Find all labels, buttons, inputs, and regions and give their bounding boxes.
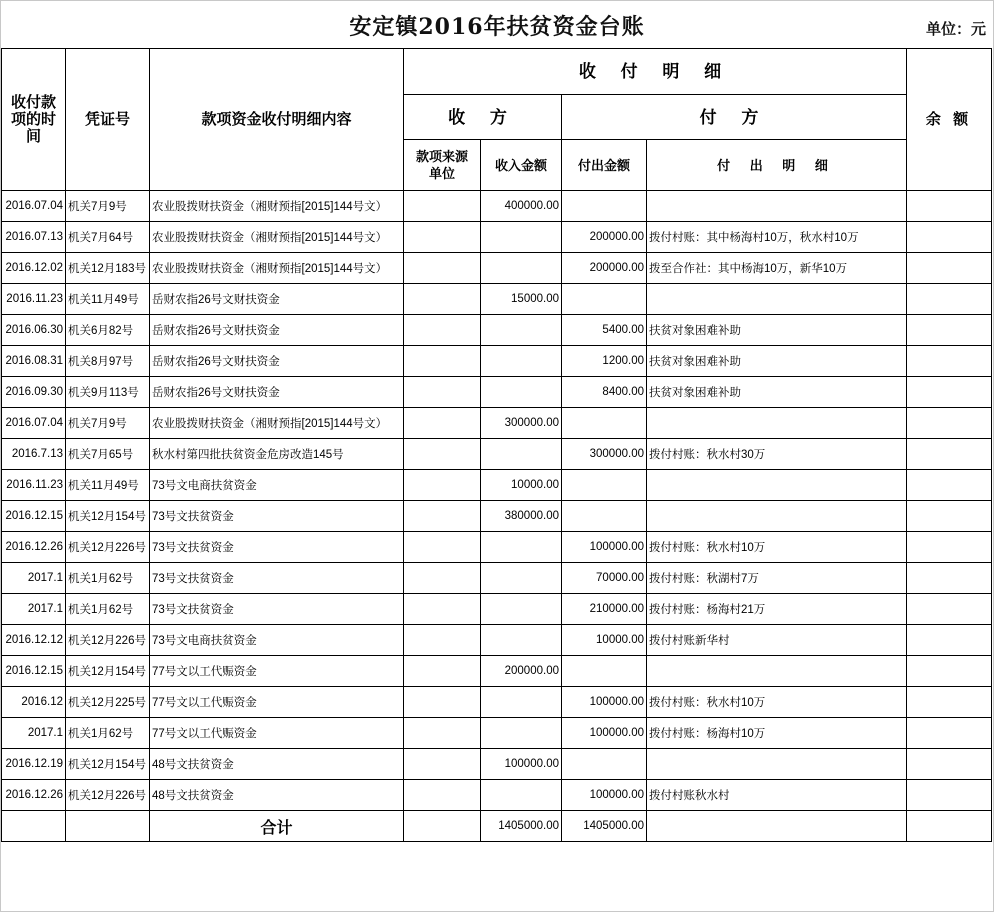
cell-source[interactable] xyxy=(404,501,481,532)
cell-detail[interactable]: 扶贫对象困难补助 xyxy=(647,315,907,346)
cell-voucher[interactable]: 机关12月225号 xyxy=(66,687,150,718)
cell-income[interactable]: 200000.00 xyxy=(481,656,562,687)
table-row xyxy=(2,253,992,284)
table-row xyxy=(2,501,992,532)
cell-date[interactable]: 2016.07.13 xyxy=(2,222,66,253)
cell-balance[interactable] xyxy=(907,470,992,501)
cell-source[interactable] xyxy=(404,532,481,563)
cell-payout[interactable]: 100000.00 xyxy=(562,718,647,749)
cell-source[interactable] xyxy=(404,780,481,811)
cell-income[interactable] xyxy=(481,377,562,408)
table-row xyxy=(2,284,992,315)
cell-voucher[interactable]: 机关1月62号 xyxy=(66,594,150,625)
total-source xyxy=(404,811,481,842)
cell-payout[interactable]: 300000.00 xyxy=(562,439,647,470)
total-date xyxy=(2,811,66,842)
cell-payout[interactable]: 210000.00 xyxy=(562,594,647,625)
table-row xyxy=(2,470,992,501)
total-payout: 1405000.00 xyxy=(562,811,647,842)
cell-content[interactable]: 农业股拨财扶资金（湘财预指[2015]144号文） xyxy=(150,408,404,439)
cell-date[interactable]: 2017.1 xyxy=(2,563,66,594)
cell-income[interactable] xyxy=(481,687,562,718)
cell-detail[interactable]: 拨付村账：杨海村10万 xyxy=(647,718,907,749)
cell-detail[interactable]: 拨付村账：秋水村10万 xyxy=(647,687,907,718)
header-source: 款项来源单位 xyxy=(404,140,481,191)
cell-date[interactable]: 2016.06.30 xyxy=(2,315,66,346)
cell-date[interactable]: 2016.09.30 xyxy=(2,377,66,408)
cell-source[interactable] xyxy=(404,315,481,346)
table-row xyxy=(2,625,992,656)
cell-content[interactable]: 48号文扶贫资金 xyxy=(150,780,404,811)
cell-payout[interactable]: 5400.00 xyxy=(562,315,647,346)
cell-balance[interactable] xyxy=(907,749,992,780)
cell-income[interactable] xyxy=(481,315,562,346)
cell-payout[interactable]: 100000.00 xyxy=(562,780,647,811)
cell-source[interactable] xyxy=(404,191,481,222)
table-row xyxy=(2,687,992,718)
table-row xyxy=(2,408,992,439)
cell-voucher[interactable]: 机关11月49号 xyxy=(66,284,150,315)
cell-voucher[interactable]: 机关6月82号 xyxy=(66,315,150,346)
cell-income[interactable] xyxy=(481,532,562,563)
cell-date[interactable]: 2016.08.31 xyxy=(2,346,66,377)
header-payout: 付出金额 xyxy=(562,140,647,191)
cell-date[interactable]: 2016.12.15 xyxy=(2,656,66,687)
cell-payout[interactable]: 8400.00 xyxy=(562,377,647,408)
cell-source[interactable] xyxy=(404,284,481,315)
cell-income[interactable] xyxy=(481,780,562,811)
cell-date[interactable]: 2016.07.04 xyxy=(2,408,66,439)
cell-voucher[interactable]: 机关12月226号 xyxy=(66,532,150,563)
cell-content[interactable]: 岳财农指26号文财扶资金 xyxy=(150,377,404,408)
table-row xyxy=(2,222,992,253)
cell-balance[interactable] xyxy=(907,439,992,470)
cell-payout[interactable] xyxy=(562,408,647,439)
cell-detail[interactable]: 拨付村账：秋水村30万 xyxy=(647,439,907,470)
header-date: 收付款项的时间 xyxy=(2,49,66,191)
cell-detail[interactable]: 拨至合作社：其中杨海10万，新华10万 xyxy=(647,253,907,284)
cell-content[interactable]: 48号文扶贫资金 xyxy=(150,749,404,780)
cell-income[interactable] xyxy=(481,222,562,253)
cell-content[interactable]: 73号文扶贫资金 xyxy=(150,501,404,532)
cell-voucher[interactable]: 机关12月154号 xyxy=(66,749,150,780)
cell-content[interactable]: 农业股拨财扶资金（湘财预指[2015]144号文） xyxy=(150,191,404,222)
cell-voucher[interactable]: 机关12月154号 xyxy=(66,656,150,687)
cell-balance[interactable] xyxy=(907,501,992,532)
cell-source[interactable] xyxy=(404,408,481,439)
cell-voucher[interactable]: 机关1月62号 xyxy=(66,563,150,594)
cell-balance[interactable] xyxy=(907,563,992,594)
header-receive: 收 方 xyxy=(404,95,562,140)
cell-voucher[interactable]: 机关9月113号 xyxy=(66,377,150,408)
cell-detail[interactable] xyxy=(647,749,907,780)
cell-payout[interactable] xyxy=(562,284,647,315)
page-title: 安定镇2016年扶贫资金台账 xyxy=(349,14,645,40)
cell-payout[interactable]: 100000.00 xyxy=(562,532,647,563)
cell-balance[interactable] xyxy=(907,284,992,315)
cell-voucher[interactable]: 机关8月97号 xyxy=(66,346,150,377)
cell-detail[interactable]: 拨付村账：其中杨海村10万，秋水村10万 xyxy=(647,222,907,253)
cell-balance[interactable] xyxy=(907,594,992,625)
cell-detail[interactable]: 拨付村账新华村 xyxy=(647,625,907,656)
cell-detail[interactable]: 拨付村账：秋湖村7万 xyxy=(647,563,907,594)
cell-voucher[interactable]: 机关1月62号 xyxy=(66,718,150,749)
cell-date[interactable]: 2016.12.15 xyxy=(2,501,66,532)
cell-balance[interactable] xyxy=(907,222,992,253)
table-row xyxy=(2,563,992,594)
cell-content[interactable]: 73号文电商扶贫资金 xyxy=(150,625,404,656)
cell-source[interactable] xyxy=(404,656,481,687)
cell-date[interactable]: 2016.12 xyxy=(2,687,66,718)
cell-content[interactable]: 73号文扶贫资金 xyxy=(150,594,404,625)
header-pay-detail: 付 出 明 细 xyxy=(647,140,907,191)
cell-date[interactable]: 2016.7.13 xyxy=(2,439,66,470)
table-row xyxy=(2,780,992,811)
cell-voucher[interactable]: 机关7月9号 xyxy=(66,408,150,439)
cell-content[interactable]: 77号文以工代赈资金 xyxy=(150,687,404,718)
cell-source[interactable] xyxy=(404,563,481,594)
cell-source[interactable] xyxy=(404,749,481,780)
header-voucher: 凭证号 xyxy=(66,49,150,191)
cell-voucher[interactable]: 机关7月65号 xyxy=(66,439,150,470)
cell-content[interactable]: 秋水村第四批扶贫资金危房改造145号 xyxy=(150,439,404,470)
cell-content[interactable]: 77号文以工代赈资金 xyxy=(150,656,404,687)
table-row xyxy=(2,594,992,625)
cell-payout[interactable] xyxy=(562,656,647,687)
cell-content[interactable]: 农业股拨财扶资金（湘财预指[2015]144号文） xyxy=(150,222,404,253)
cell-date[interactable]: 2017.1 xyxy=(2,594,66,625)
cell-balance[interactable] xyxy=(907,780,992,811)
table-row xyxy=(2,315,992,346)
cell-voucher[interactable]: 机关11月49号 xyxy=(66,470,150,501)
header-content: 款项资金收付明细内容 xyxy=(150,49,404,191)
cell-balance[interactable] xyxy=(907,625,992,656)
cell-source[interactable] xyxy=(404,346,481,377)
cell-income[interactable] xyxy=(481,346,562,377)
cell-payout[interactable] xyxy=(562,501,647,532)
cell-balance[interactable] xyxy=(907,253,992,284)
cell-detail[interactable] xyxy=(647,408,907,439)
cell-balance[interactable] xyxy=(907,346,992,377)
cell-content[interactable]: 77号文以工代赈资金 xyxy=(150,718,404,749)
cell-content[interactable]: 73号文扶贫资金 xyxy=(150,532,404,563)
cell-voucher[interactable]: 机关7月64号 xyxy=(66,222,150,253)
table-row xyxy=(2,439,992,470)
cell-balance[interactable] xyxy=(907,377,992,408)
cell-payout[interactable] xyxy=(562,749,647,780)
cell-balance[interactable] xyxy=(907,656,992,687)
total-detail xyxy=(647,811,907,842)
cell-income[interactable] xyxy=(481,718,562,749)
table-row xyxy=(2,377,992,408)
cell-income[interactable] xyxy=(481,439,562,470)
cell-detail[interactable]: 拨付村账秋水村 xyxy=(647,780,907,811)
cell-content[interactable]: 岳财农指26号文财扶资金 xyxy=(150,346,404,377)
cell-date[interactable]: 2017.1 xyxy=(2,718,66,749)
cell-date[interactable]: 2016.11.23 xyxy=(2,470,66,501)
total-voucher xyxy=(66,811,150,842)
cell-source[interactable] xyxy=(404,687,481,718)
cell-balance[interactable] xyxy=(907,191,992,222)
cell-payout[interactable]: 200000.00 xyxy=(562,253,647,284)
cell-date[interactable]: 2016.12.12 xyxy=(2,625,66,656)
header-detail-group: 收 付 明 细 xyxy=(404,49,907,95)
cell-voucher[interactable]: 机关12月154号 xyxy=(66,501,150,532)
cell-voucher[interactable]: 机关12月226号 xyxy=(66,780,150,811)
cell-balance[interactable] xyxy=(907,718,992,749)
cell-source[interactable] xyxy=(404,625,481,656)
cell-balance[interactable] xyxy=(907,532,992,563)
cell-date[interactable]: 2016.12.02 xyxy=(2,253,66,284)
cell-content[interactable]: 岳财农指26号文财扶资金 xyxy=(150,284,404,315)
cell-source[interactable] xyxy=(404,594,481,625)
total-balance xyxy=(907,811,992,842)
cell-detail[interactable]: 拨付村账：杨海村21万 xyxy=(647,594,907,625)
cell-detail[interactable]: 扶贫对象困难补助 xyxy=(647,377,907,408)
cell-income[interactable] xyxy=(481,625,562,656)
total-label: 合计 xyxy=(150,811,404,842)
header-balance: 余 额 xyxy=(907,49,992,191)
total-income: 1405000.00 xyxy=(481,811,562,842)
cell-detail[interactable] xyxy=(647,656,907,687)
cell-detail[interactable] xyxy=(647,191,907,222)
cell-income[interactable]: 100000.00 xyxy=(481,749,562,780)
table-row xyxy=(2,191,992,222)
cell-payout[interactable] xyxy=(562,191,647,222)
cell-income[interactable]: 400000.00 xyxy=(481,191,562,222)
cell-source[interactable] xyxy=(404,718,481,749)
cell-balance[interactable] xyxy=(907,315,992,346)
cell-payout[interactable] xyxy=(562,470,647,501)
cell-income[interactable] xyxy=(481,563,562,594)
cell-detail[interactable] xyxy=(647,501,907,532)
cell-content[interactable]: 73号文扶贫资金 xyxy=(150,563,404,594)
cell-date[interactable]: 2016.12.26 xyxy=(2,780,66,811)
cell-balance[interactable] xyxy=(907,408,992,439)
table-row xyxy=(2,346,992,377)
cell-payout[interactable]: 70000.00 xyxy=(562,563,647,594)
cell-income[interactable] xyxy=(481,253,562,284)
cell-voucher[interactable]: 机关12月183号 xyxy=(66,253,150,284)
cell-payout[interactable]: 100000.00 xyxy=(562,687,647,718)
table-row xyxy=(2,532,992,563)
ledger-table xyxy=(1,48,992,842)
cell-detail[interactable] xyxy=(647,470,907,501)
cell-income[interactable]: 10000.00 xyxy=(481,470,562,501)
cell-detail[interactable] xyxy=(647,284,907,315)
cell-voucher[interactable]: 机关12月226号 xyxy=(66,625,150,656)
cell-source[interactable] xyxy=(404,253,481,284)
total-row xyxy=(2,811,992,842)
cell-date[interactable]: 2016.11.23 xyxy=(2,284,66,315)
cell-date[interactable]: 2016.12.26 xyxy=(2,532,66,563)
cell-detail[interactable]: 扶贫对象困难补助 xyxy=(647,346,907,377)
cell-balance[interactable] xyxy=(907,687,992,718)
table-row xyxy=(2,749,992,780)
cell-detail[interactable]: 拨付村账：秋水村10万 xyxy=(647,532,907,563)
cell-content[interactable]: 岳财农指26号文财扶资金 xyxy=(150,315,404,346)
cell-date[interactable]: 2016.07.04 xyxy=(2,191,66,222)
cell-income[interactable]: 380000.00 xyxy=(481,501,562,532)
cell-date[interactable]: 2016.12.19 xyxy=(2,749,66,780)
header-pay: 付 方 xyxy=(562,95,907,140)
cell-payout[interactable]: 1200.00 xyxy=(562,346,647,377)
cell-source[interactable] xyxy=(404,222,481,253)
cell-income[interactable]: 300000.00 xyxy=(481,408,562,439)
unit-label: 单位：元 xyxy=(925,21,986,38)
cell-source[interactable] xyxy=(404,377,481,408)
table-row xyxy=(2,718,992,749)
cell-payout[interactable]: 10000.00 xyxy=(562,625,647,656)
cell-income[interactable]: 15000.00 xyxy=(481,284,562,315)
cell-voucher[interactable]: 机关7月9号 xyxy=(66,191,150,222)
cell-income[interactable] xyxy=(481,594,562,625)
header-income: 收入金额 xyxy=(481,140,562,191)
cell-source[interactable] xyxy=(404,439,481,470)
table-row xyxy=(2,656,992,687)
cell-payout[interactable]: 200000.00 xyxy=(562,222,647,253)
cell-content[interactable]: 73号文电商扶贫资金 xyxy=(150,470,404,501)
cell-content[interactable]: 农业股拨财扶资金（湘财预指[2015]144号文） xyxy=(150,253,404,284)
cell-source[interactable] xyxy=(404,470,481,501)
